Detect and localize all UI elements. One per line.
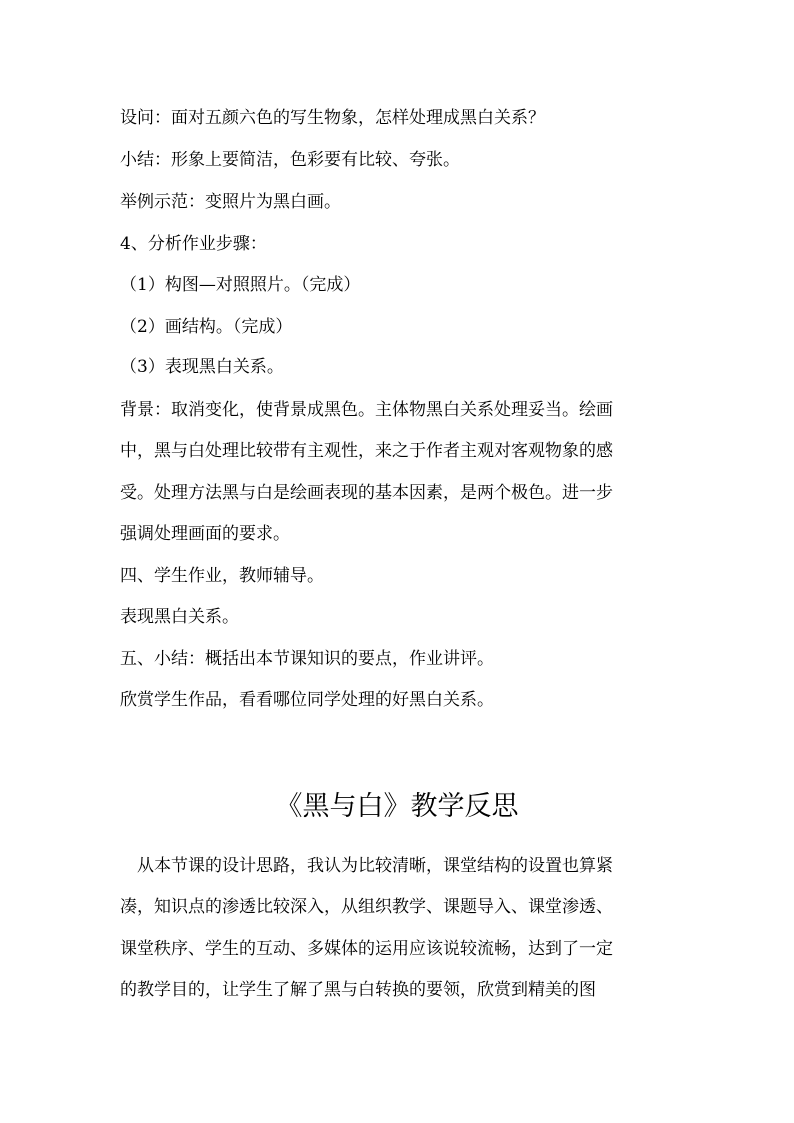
text-line: 表现黑白关系。 <box>120 607 239 627</box>
reflection-paragraph-line: 从本节课的设计思路，我认为比较清晰，课堂结构的设置也算紧 <box>137 856 613 876</box>
paragraph-line: 中，黑与白处理比较带有主观性，来之于作者主观对客观物象的感 <box>120 441 613 461</box>
section-heading: 四、学生作业，教师辅导。 <box>120 566 324 586</box>
text-line: 小结：形象上要简洁，色彩要有比较、夸张。 <box>120 150 460 170</box>
paragraph-line: 背景：取消变化，使背景成黑色。主体物黑白关系处理妥当。绘画 <box>120 400 613 420</box>
reflection-title: 《黑与白》教学反思 <box>275 791 519 822</box>
step-item: （1）构图—对照照片。（完成） <box>120 275 361 295</box>
section-heading: 五、小结：概括出本节课知识的要点，作业讲评。 <box>120 649 494 669</box>
reflection-paragraph-line: 凑，知识点的渗透比较深入，从组织教学、课题导入、课堂渗透、 <box>120 897 613 917</box>
text-line: 欣赏学生作品，看看哪位同学处理的好黑白关系。 <box>120 690 494 710</box>
paragraph-line: 受。处理方法黑与白是绘画表现的基本因素，是两个极色。进一步 <box>120 483 613 503</box>
section-heading: 4、分析作业步骤： <box>120 234 267 254</box>
paragraph-line: 强调处理画面的要求。 <box>120 524 290 544</box>
text-line: 举例示范：变照片为黑白画。 <box>120 192 341 212</box>
step-item: （2）画结构。（完成） <box>120 317 293 337</box>
reflection-paragraph-line: 的教学目的，让学生了解了黑与白转换的要领，欣赏到精美的图 <box>120 980 596 1000</box>
text-line: 设问：面对五颜六色的写生物象，怎样处理成黑白关系？ <box>120 108 545 128</box>
reflection-paragraph-line: 课堂秩序、学生的互动、多媒体的运用应该说较流畅，达到了一定 <box>120 939 613 959</box>
step-item: （3）表现黑白关系。 <box>120 357 284 377</box>
